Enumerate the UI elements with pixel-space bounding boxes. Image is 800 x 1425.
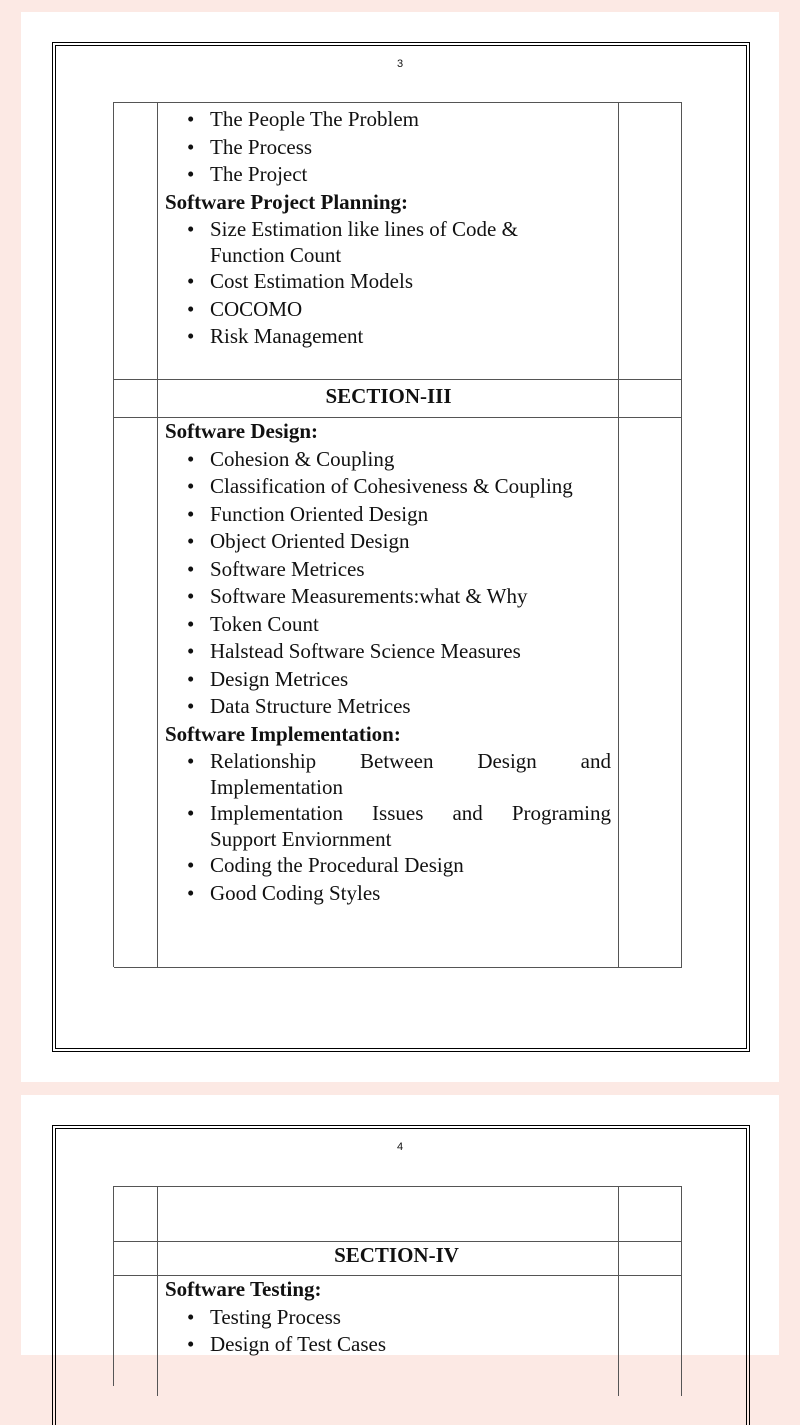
page-3 — [21, 12, 779, 1082]
table-cell — [114, 418, 158, 968]
list-item: • Software Measurements:what & Why — [165, 583, 611, 611]
page-number: 4 — [396, 1141, 404, 1153]
list-item: • Relationship Between Design and Implementation — [165, 748, 611, 800]
block-project-management — [165, 106, 611, 351]
table-cell — [619, 103, 682, 380]
table-cell — [619, 1276, 682, 1396]
table-cell — [619, 1187, 682, 1242]
list-item: • Good Coding Styles — [165, 880, 611, 908]
list-item: • Classification of Cohesiveness & Coupling — [165, 473, 611, 501]
table-cell — [619, 1242, 682, 1276]
list-item: • Design Metrices — [165, 666, 611, 694]
syllabus-table — [113, 102, 682, 967]
list-item: • Software Metrices — [165, 556, 611, 584]
list-item: • The People The Problem — [165, 106, 611, 134]
list-item: • Testing Process — [165, 1304, 611, 1332]
table-cell — [619, 418, 682, 968]
heading-software-design: Software Design: — [165, 419, 319, 443]
list-item: • Token Count — [165, 611, 611, 639]
list-item: • Implementation Issues and Programing Support Enviornment — [165, 800, 611, 852]
section-title: SECTION-III — [325, 384, 452, 408]
list-item: • Cohesion & Coupling — [165, 446, 611, 474]
heading-software-testing: Software Testing: — [165, 1277, 322, 1301]
syllabus-table — [113, 1186, 682, 1386]
list-item: • Design of Test Cases — [165, 1331, 611, 1359]
table-cell — [114, 380, 158, 418]
table-cell — [619, 380, 682, 418]
section-title: SECTION-IV — [334, 1243, 459, 1267]
list-item: • Function Oriented Design — [165, 501, 611, 529]
list-item: • Cost Estimation Models — [165, 268, 611, 296]
page-4 — [21, 1095, 779, 1355]
list-item: • Coding the Procedural Design — [165, 852, 611, 880]
list-item: • The Process — [165, 134, 611, 162]
block-software-testing — [165, 1276, 611, 1359]
list-item: • Risk Management — [165, 323, 611, 351]
list-item: • COCOMO — [165, 296, 611, 324]
list-item: • The Project — [165, 161, 611, 189]
list-item: • Halstead Software Science Measures — [165, 638, 611, 666]
heading-software-implementation: Software Implementation: — [165, 721, 401, 746]
table-cell — [158, 1187, 619, 1242]
table-cell — [114, 1187, 158, 1242]
table-cell — [114, 1276, 158, 1396]
block-software-design — [165, 418, 611, 907]
list-item: • Data Structure Metrices — [165, 693, 611, 721]
list-item: • Size Estimation like lines of Code & Function Count — [165, 216, 611, 268]
list-item: • Object Oriented Design — [165, 528, 611, 556]
heading-software-project-planning: Software Project Planning: — [165, 189, 409, 214]
table-cell — [114, 1242, 158, 1276]
table-cell — [114, 103, 158, 380]
page-number: 3 — [396, 58, 404, 70]
